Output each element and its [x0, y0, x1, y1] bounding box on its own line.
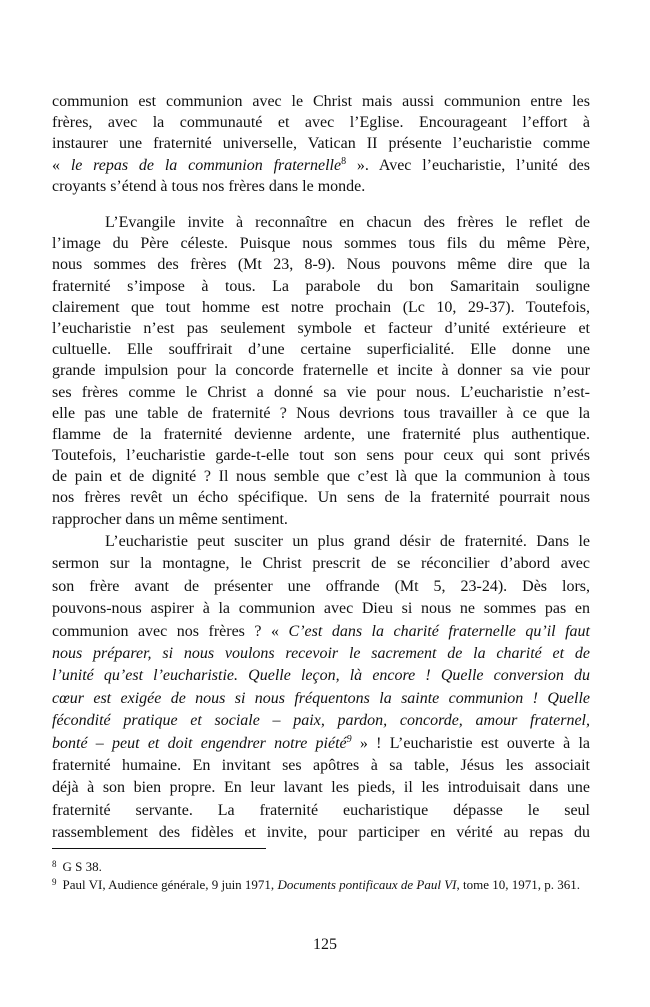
- text-run: fraternité s’impose à tous. La parabole du bon Samaritain souligne: [52, 277, 590, 295]
- text-run: flamme de la fraternité devienne ardente, une fraternité plus authentique.: [52, 425, 590, 443]
- text-line: [52, 576, 590, 598]
- text-line: [52, 665, 590, 687]
- text-line: [52, 297, 590, 318]
- italic-text: nous préparer, si nous voulons recevoir le sacrement de la charité et de: [52, 644, 590, 662]
- footnote-text: [63, 877, 581, 892]
- paragraph-2: [52, 212, 590, 530]
- text-run: elle pas une table de fraternité ? Nous devrions tous travailler à ce que la: [52, 404, 590, 422]
- text-line: [52, 531, 590, 553]
- text-line: [52, 254, 590, 275]
- text-run: cultuelle. Elle souffrirait d’une certaine superficialité. Elle donne une: [52, 341, 590, 359]
- text-run: clairement que tout homme est notre prochain (Lc 10, 29-37). Toutefois,: [52, 298, 590, 316]
- footnote-separator: [52, 848, 266, 849]
- footnote-number: 8: [52, 859, 57, 869]
- text-run: instaurer une fraternité universelle, Vatican II présente l’eucharistie comme: [52, 135, 590, 153]
- footnote-reference: 9: [346, 733, 352, 745]
- text-line: [52, 710, 590, 732]
- text-run: ses frères comme le Christ a donné sa vie pour nous. L’eucharistie n’est-: [52, 383, 590, 401]
- text-run: nos frères revêt un écho spécifique. Un sens de la fraternité pourrait nous: [52, 489, 590, 507]
- footnote-reference: 8: [341, 155, 347, 167]
- text-run: déjà à son bien propre. En leur lavant les pieds, il les introduisait dans une: [52, 779, 590, 797]
- text-line: [52, 276, 590, 297]
- paragraph-3: [52, 531, 590, 844]
- italic-text: le repas de la communion fraternelle: [70, 156, 342, 174]
- text-line: [52, 800, 590, 822]
- text-line: [52, 339, 590, 360]
- text-line: [52, 466, 590, 487]
- italic-text: cœur est exigée de nous si nous fréquentons la sainte communion ! Quelle: [52, 689, 590, 707]
- italic-text: C’est dans la charité fraternelle qu’il faut: [288, 622, 590, 640]
- text-run: croyants s’étend à tous nos frères dans le monde.: [52, 177, 366, 195]
- text-line: [52, 360, 590, 381]
- text-run: «: [52, 156, 71, 174]
- text-run: pouvons-nous aspirer à la communion avec Dieu si nous ne sommes pas en: [52, 600, 590, 618]
- text-line: [52, 487, 590, 508]
- text-run: ». Avec l’eucharistie, l’unité des: [346, 156, 591, 174]
- text-line: [52, 403, 590, 424]
- text-line: [52, 688, 590, 710]
- text-run: grande impulsion pour la concorde fraternelle et incite à donner sa vie pour: [52, 362, 590, 380]
- text-run: fraternité servante. La fraternité eucharistique dépasse le seul: [52, 801, 590, 819]
- italic-text: fécondité pratique et sociale – paix, pardon, concorde, amour fraternel,: [52, 712, 590, 730]
- text-run: communion est communion avec le Christ mais aussi communion entre les: [52, 93, 590, 110]
- text-line: [52, 176, 590, 197]
- text-line: [52, 318, 590, 339]
- text-line: [52, 112, 590, 133]
- italic-text: bonté – peut et doit engendrer notre piété: [52, 734, 347, 752]
- italic-text: l’unité qu’est l’eucharistie. Quelle leçon, là encore ! Quelle conversion du: [52, 667, 590, 685]
- text-run: Paul VI, Audience générale, 9 juin 1971,: [62, 877, 278, 892]
- text-line: [52, 382, 590, 403]
- text-run: L’eucharistie peut susciter un plus grand désir de fraternité. Dans le: [105, 533, 590, 550]
- italic-text: Documents pontificaux de Paul VI: [277, 877, 457, 892]
- text-line: [52, 822, 590, 844]
- text-run: sermon sur la montagne, le Christ prescrit de se réconcilier d’abord avec: [52, 555, 590, 573]
- text-run: l’image du Père céleste. Puisque nous sommes tous fils du même Père,: [52, 235, 590, 253]
- paragraph-1: [52, 91, 590, 197]
- text-run: , tome 10, 1971, p. 361.: [456, 877, 581, 892]
- text-run: Toutefois, l’eucharistie garde-t-elle tout son sens pour ceux qui sont privés: [52, 447, 590, 465]
- text-line: [52, 212, 590, 233]
- text-line: [52, 777, 590, 799]
- text-line: [52, 233, 590, 254]
- text-run: L’Evangile invite à reconnaître en chacun des frères le reflet de: [105, 214, 590, 231]
- text-run: nous sommes des frères (Mt 23, 8-9). Nous pouvons même dire que la: [52, 256, 590, 274]
- text-line: [52, 733, 590, 755]
- text-run: de pain et de dignité ? Il nous semble que c’est là que la communion à tous: [52, 468, 590, 486]
- text-line: [52, 598, 590, 620]
- text-line: [52, 643, 590, 665]
- footnote-number: 9: [52, 877, 57, 887]
- text-run: communion avec nos frères ? «: [52, 622, 289, 640]
- text-run: l’eucharistie n’est pas seulement symbole et facteur d’unité extérieure et: [52, 319, 590, 337]
- text-run: fraternité humaine. En invitant ses apôtres à sa table, Jésus les associait: [52, 756, 590, 774]
- text-run: » ! L’eucharistie est ouverte à la: [351, 734, 591, 752]
- text-line: [52, 445, 590, 466]
- text-line: [52, 553, 590, 575]
- text-run: rassemblement des fidèles et invite, pour participer en vérité au repas du: [52, 824, 590, 842]
- footnote-text: [63, 859, 102, 874]
- page-number: 125: [313, 936, 337, 953]
- text-line: [52, 755, 590, 777]
- text-run: frères, avec la communauté et avec l’Eglise. Encourageant l’effort à: [52, 114, 590, 132]
- text-line: [52, 621, 590, 643]
- text-run: rapprocher dans un même sentiment.: [52, 510, 288, 528]
- text-line: [52, 424, 590, 445]
- text-line: [52, 91, 590, 112]
- footnote-9: [52, 873, 592, 894]
- text-line: [52, 155, 590, 176]
- text-run: G S 38.: [62, 859, 102, 874]
- text-line: [52, 509, 590, 530]
- text-run: son frère avant de présenter une offrande (Mt 5, 23-24). Dès lors,: [52, 577, 590, 595]
- text-line: [52, 133, 590, 154]
